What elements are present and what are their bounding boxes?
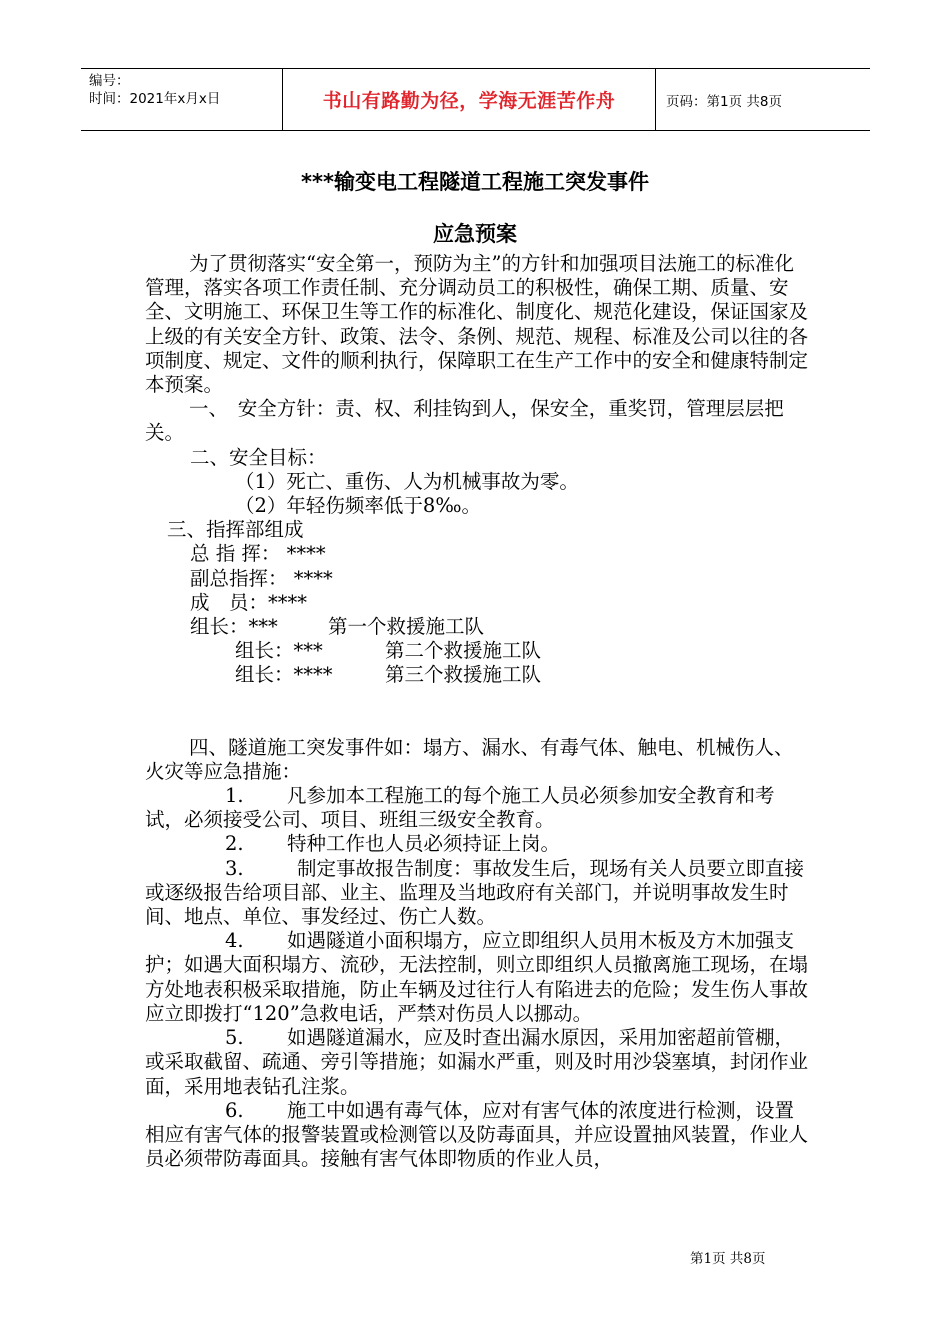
team-3-leader: 组长：**** xyxy=(235,663,333,687)
document-body xyxy=(145,252,810,1171)
section-2-heading: 二、安全目标： xyxy=(190,445,327,469)
team-2-name: 第二个救援施工队 xyxy=(385,639,542,663)
measure-1-number: 1. xyxy=(225,784,244,808)
measure-2-number: 2. xyxy=(225,832,244,856)
measure-1 xyxy=(145,784,810,832)
section-4-heading: 四、隧道施工突发事件如：塌方、漏水、有毒气体、触电、机械伤人、火灾等应急措施： xyxy=(145,735,794,783)
measure-3 xyxy=(145,857,810,930)
header-page-info: 页码：第1页 共8页 xyxy=(666,93,782,110)
team-1-leader: 组长：*** xyxy=(190,615,278,639)
header-motto: 书山有路勤为径，学海无涯苦作舟 xyxy=(283,69,656,130)
document-subtitle: 应急预案 xyxy=(433,222,517,246)
spacer xyxy=(145,688,810,736)
section-3-heading: 三、指挥部组成 xyxy=(167,518,304,542)
document-title: ***输变电工程隧道工程施工突发事件 xyxy=(301,170,649,194)
date-label: 时间：2021年x月x日 xyxy=(89,91,221,107)
team-1-name: 第一个救援施工队 xyxy=(328,615,485,639)
measure-1-text: 凡参加本工程施工的每个施工人员必须参加安全教育和考试，必须接受公司、项目、班组三级安全教育。 xyxy=(145,784,775,832)
header-meta xyxy=(81,69,283,130)
document-header xyxy=(81,68,870,131)
deputy-commander-line: 副总指挥： **** xyxy=(190,566,333,590)
section-1: 一、 安全方针：责、权、利挂钩到人，保安全，重奖罚，管理层层把关。 xyxy=(145,397,784,445)
page-footer: 第1页 共8页 xyxy=(690,1251,766,1267)
measure-2-text: 特种工作也人员必须持证上岗。 xyxy=(287,832,561,856)
commander-line: 总 指 挥： **** xyxy=(190,542,326,566)
number-label: 编号： xyxy=(89,73,130,89)
measure-4-text: 如遇隧道小面积塌方，应立即组织人员用木板及方木加强支护；如遇大面积塌方、流砂，无法控制，则立即组织人员撤离施工现场，在塌方处地表积极采取措施，防止车辆及过往行人有陷进去的危险；发生伤人事故应立即拨打“120”急救电话，严禁对伤员人以挪动。 xyxy=(145,929,809,1025)
measure-3-text: 制定事故报告制度：事故发生后，现场有关人员要立即直接或逐级报告给项目部、业主、监理及当地政府有关部门，并说明事故发生时间、地点、单位、事发经过、伤亡人数。 xyxy=(145,856,805,929)
measure-2 xyxy=(145,832,810,856)
team-1-line xyxy=(145,615,810,639)
section-2-item-2: （2）年轻伤频率低于8‰。 xyxy=(235,494,481,518)
measure-4-number: 4. xyxy=(225,929,244,953)
measure-5 xyxy=(145,1026,810,1099)
team-3-line xyxy=(145,663,810,687)
measure-5-text: 如遇隧道漏水，应及时查出漏水原因，采用加密超前管棚，或采取截留、疏通、旁引等措施；如漏水严重，则及时用沙袋塞填，封闭作业面，采用地表钻孔注浆。 xyxy=(145,1026,809,1098)
team-2-leader: 组长：*** xyxy=(235,639,323,663)
measure-4 xyxy=(145,929,810,1026)
measure-6 xyxy=(145,1099,810,1172)
members-line: 成 员：**** xyxy=(190,590,308,614)
section-2-item-1: （1）死亡、重伤、人为机械事故为零。 xyxy=(235,469,579,493)
team-3-name: 第三个救援施工队 xyxy=(385,663,542,687)
measure-5-number: 5. xyxy=(225,1026,244,1050)
measure-6-text: 施工中如遇有毒气体，应对有害气体的浓度进行检测，设置相应有害气体的报警装置或检测管以及防毒面具，并应设置抽风装置，作业人员必须带防毒面具。接触有害气体即物质的作业人员， xyxy=(145,1098,809,1171)
team-2-line xyxy=(145,639,810,663)
measure-6-number: 6. xyxy=(225,1098,244,1122)
intro-paragraph: 为了贯彻落实“安全第一，预防为主”的方针和加强项目法施工的标准化管理，落实各项工作责任制、充分调动员工的积极性，确保工期、质量、安全、文明施工、环保卫生等工作的标准化、制度化、规范化建设，保证国家及上级的有关安全方针、政策、法令、条例、规范、规程、标准及公司以往的各项制度、规定、文件的顺利执行，保障职工在生产工作中的安全和健康特制定本预案。 xyxy=(145,252,809,397)
measure-3-number: 3. xyxy=(225,856,244,880)
